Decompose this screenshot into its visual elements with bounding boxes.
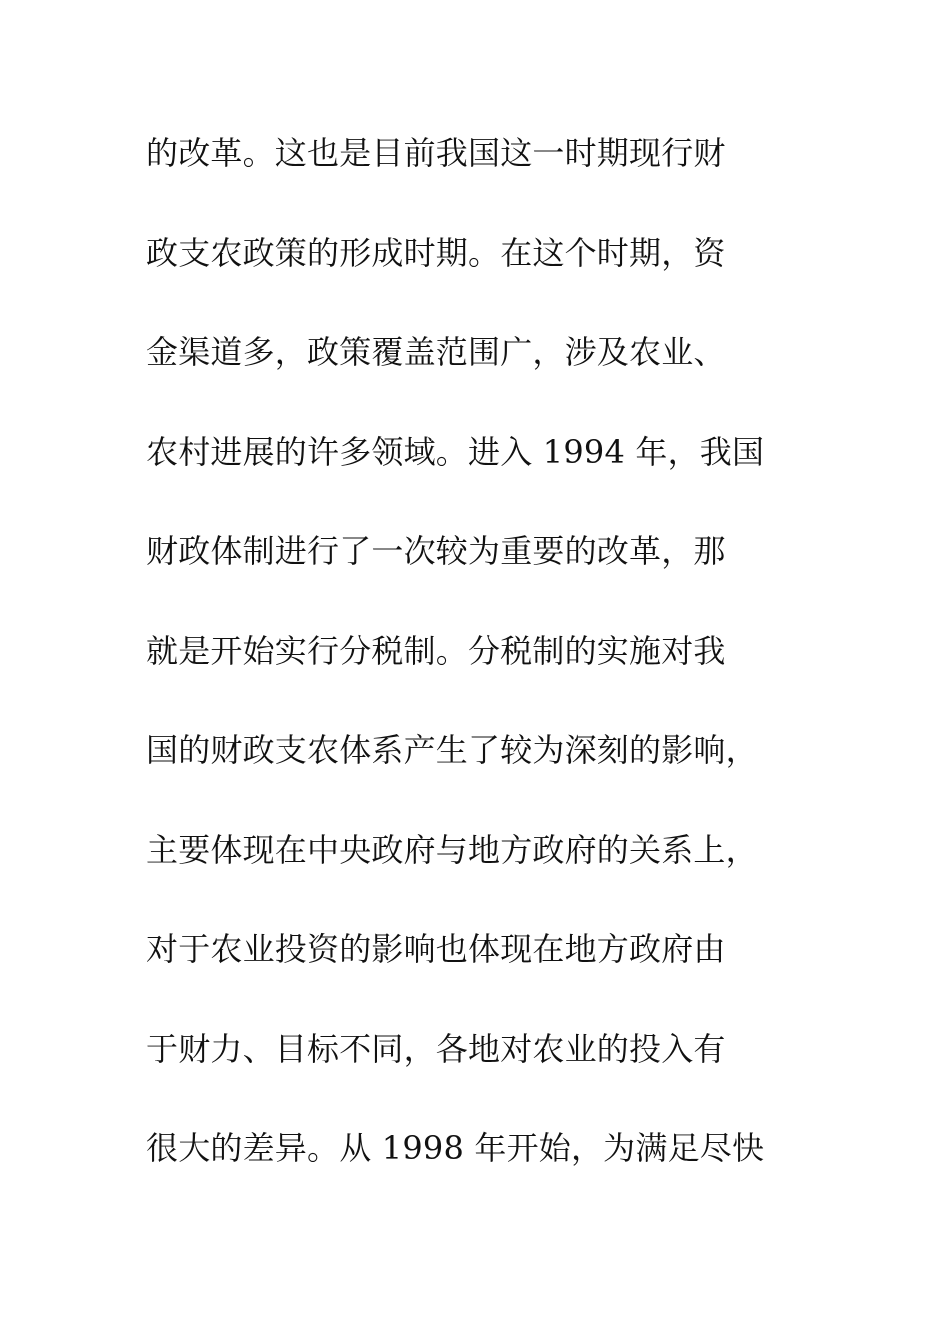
text-line: 财政体制进行了一次较为重要的改革，那 <box>146 532 726 570</box>
text-line: 就是开始实行分税制。分税制的实施对我 <box>146 631 726 670</box>
text-line: 国的财政支农体系产生了较为深刻的影响， <box>146 731 758 769</box>
text-line: 于财力、目标不同，各地对农业的投入有 <box>146 1029 726 1068</box>
text-line: 政支农政策的形成时期。在这个时期，资 <box>146 233 726 272</box>
text-line: 农村进展的许多领域。进入 1994 年，我国 <box>146 432 765 471</box>
body-paragraph <box>146 128 806 1223</box>
text-line: 主要体现在中央政府与地方政府的关系上， <box>146 830 758 869</box>
text-line: 的改革。这也是目前我国这一时期现行财 <box>146 134 726 172</box>
text-line: 金渠道多，政策覆盖范围广，涉及农业、 <box>146 333 726 371</box>
text-line: 对于农业投资的影响也体现在地方政府由 <box>146 930 726 968</box>
text-line: 很大的差异。从 1998 年开始，为满足尽快 <box>146 1129 765 1167</box>
